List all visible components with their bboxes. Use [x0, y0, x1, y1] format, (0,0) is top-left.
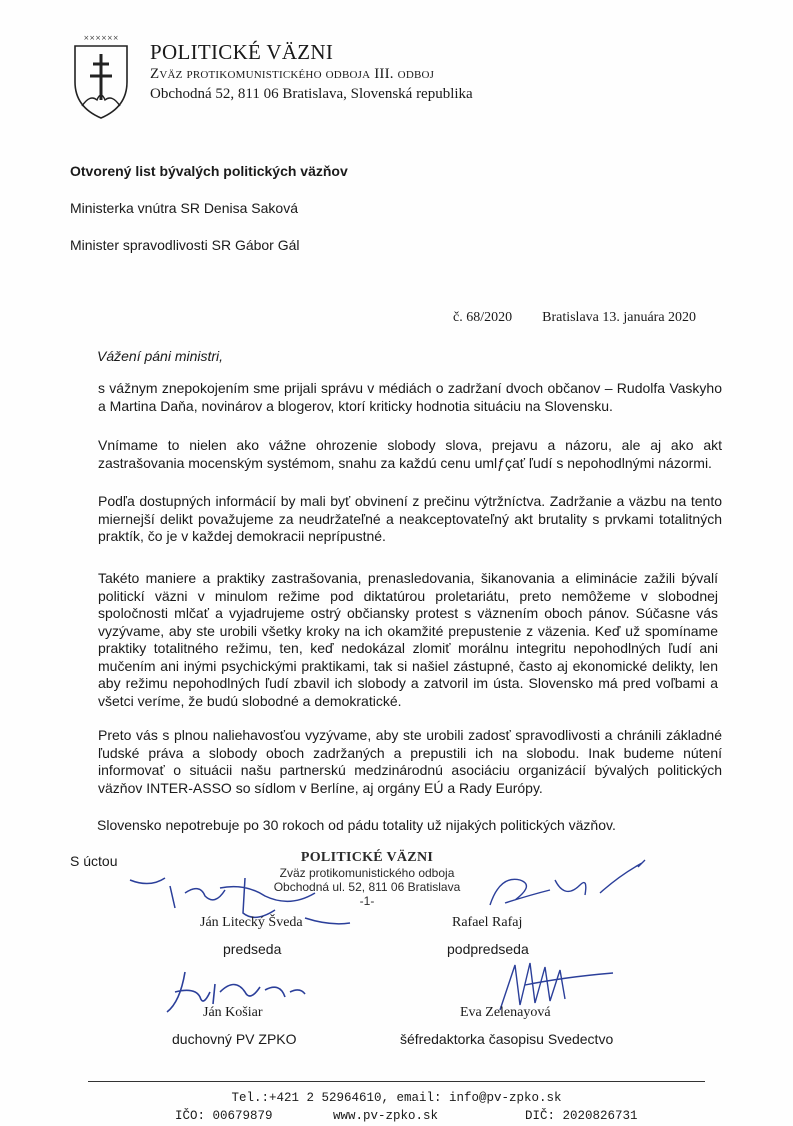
- slovak-coat-of-arms-icon: [70, 32, 132, 122]
- salutation: Vážení páni ministri,: [97, 348, 224, 364]
- closing: S úctou: [70, 853, 118, 869]
- paragraph-2: Vnímame to nielen ako vážne ohrozenie slobody slova, prejavu a názoru, ale aj ako akt zastrašovania mocenským systémom, snahu za každú cenu umlƒçať ľudí s nepohodlnými názormi.: [98, 437, 722, 471]
- signatory-4-role: šéfredaktorka časopisu Svedectvo: [400, 1031, 614, 1047]
- reference-line: [453, 310, 696, 326]
- signatory-3-role: duchovný PV ZPKO: [172, 1031, 297, 1047]
- paragraph-6: Slovensko nepotrebuje po 30 rokoch od pádu totality už nijakých politických väzňov.: [97, 817, 616, 833]
- stamp-line-1: POLITICKÉ VÄZNI: [300, 850, 434, 865]
- signature-2-image: [470, 855, 655, 920]
- place-date: Bratislava 13. januára 2020: [542, 310, 697, 325]
- organization-address: Obchodná 52, 811 06 Bratislava, Slovenská republika: [150, 86, 473, 102]
- stamp-line-4: -1-: [359, 894, 375, 908]
- signatory-2-name: Rafael Rafaj: [452, 915, 523, 930]
- stamp-line-2: Zväz protikomunistického odboja: [279, 866, 455, 880]
- reference-number: č. 68/2020: [453, 310, 513, 325]
- paragraph-1: s vážnym znepokojením sme prijali správu v médiách o zadržaní dvoch občanov – Rudolfa Vaskyho a Martina Daňa, novinárov a blogerov, ktorí kriticky hodnotia situáciu na Slovensku.: [98, 380, 722, 414]
- paragraph-3: Podľa dostupných informácií by mali byť obvinení z prečinu výtržníctva. Zadržanie a väzbu na tento miernejší delikt považujeme za neudržateľné a neakceptovateľný akt brutality s prvkami totalitných praktík, čo je v každej demokracii neprípustné.: [98, 493, 722, 544]
- addressee-2: Minister spravodlivosti SR Gábor Gál: [70, 237, 300, 253]
- footer-divider: [88, 1081, 705, 1082]
- document-title: Otvorený list bývalých politických väzňov: [70, 163, 348, 179]
- signatory-3-name: Ján Košiar: [203, 1005, 263, 1020]
- signatory-2-role: podpredseda: [447, 941, 529, 957]
- signatory-4-name: Eva Zelenayová: [460, 1005, 551, 1020]
- footer-dic: DIČ: 2020826731: [525, 1109, 638, 1123]
- paragraph-5: Preto vás s plnou naliehavosťou vyzývame, aby ste urobili zadosť spravodlivosti a chránili základné ľudské práva a slobody oboch zadržaných a prepustili ich na slobodu. Inak budeme nútení informovať o situácii našu partnerskú medzinárodnú asociáciu organizácií bývalých politických väzňov INTER-ASSO so sídlom v Berlíne, aj orgány EÚ a Rady Európy.: [98, 727, 722, 796]
- footer-contact: Tel.:+421 2 52964610, email: info@pv-zpko.sk: [231, 1091, 562, 1105]
- footer-ico: IČO: 00679879: [175, 1109, 273, 1123]
- footer-web: www.pv-zpko.sk: [333, 1109, 439, 1123]
- organization-name: POLITICKÉ VÄZNI: [150, 40, 334, 64]
- addressee-1: Ministerka vnútra SR Denisa Saková: [70, 200, 298, 216]
- stamp-line-3: Obchodná ul. 52, 811 06 Bratislava: [273, 880, 461, 894]
- signatory-1-role: predseda: [223, 941, 282, 957]
- paragraph-4: Takéto maniere a praktiky zastrašovania, prenasledovania, šikanovania a eliminácie zažili bývalí politickí väzni v minulom režime pod diktatúrou proletariátu, preto nemôžeme v slobodnej spoločnosti mlčať a vyjadrujeme ostrý občiansky protest s väznením oboch pánov. Súčasne vás vyzývame, aby ste urobili všetky kroky na ich okamžité prepustenie z väzenia. Keď už spomíname praktiky totalitného režimu, ten, keď nedokázal zlomiť morálnu integritu nepohodlných ľudí ani mučením ani inými psychickými praktikami, tak si našiel zástupné, často aj ekonomické delikty, len aby režimu nepohodlných ľudí zbavil ich slobody a zatvoril im ústa. Slovensko má pred voľbami a všetci veríme, že budú slobodné a demokratické.: [98, 570, 718, 709]
- crest-label: ××××××: [83, 34, 119, 42]
- organization-subtitle: Zväz protikomunistického odboja III. odboj: [150, 66, 435, 82]
- signatory-1-name: Ján Litecký Šveda: [200, 915, 303, 930]
